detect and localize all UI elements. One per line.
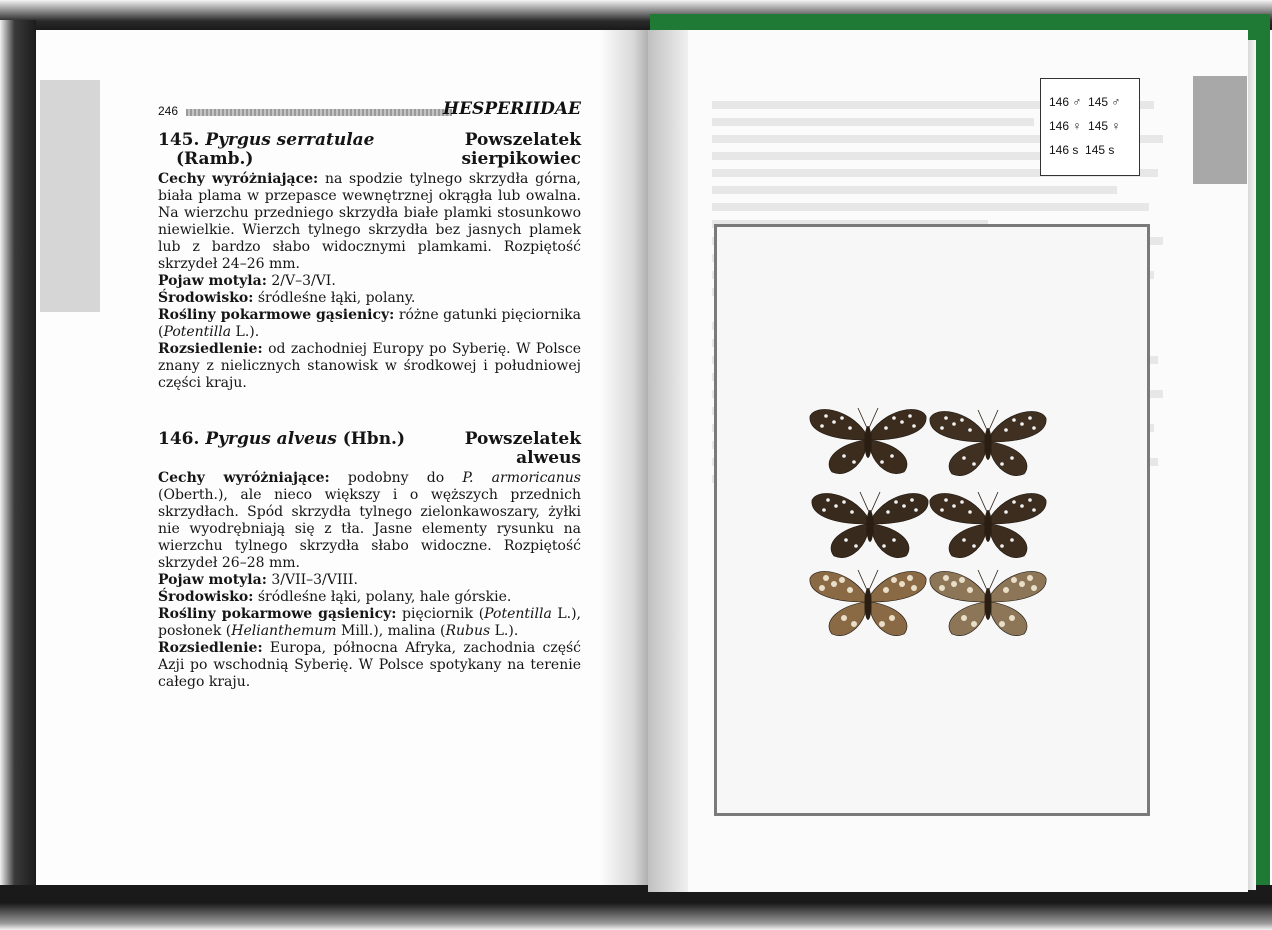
butterfly-plate bbox=[808, 400, 1050, 642]
features-paragraph: Cechy wyróżniające: podobny do P. armoricanus (Oberth.), ale nieco większy i o węższych przednich skrzydłach. Spód skrzydła tylnego zielonkawoszary, żyłki nie wyodrębniają się z tła. Jasne elementy rysunku na wierzchu tylnego skrzydła słabo widoczne. Rozpiętość skrzydeł 26–28 mm. bbox=[158, 470, 581, 571]
common-name-2: sierpikowiec bbox=[461, 149, 581, 169]
page-edge bbox=[1248, 40, 1256, 890]
butterfly-specimen bbox=[810, 408, 926, 474]
latin-name-block bbox=[158, 430, 405, 449]
specimen-legend bbox=[1040, 78, 1140, 176]
header-rule bbox=[186, 109, 452, 116]
flight-paragraph: Pojaw motyla: 3/VII–3/VIII. bbox=[158, 572, 358, 588]
habitat-paragraph: Środowisko: śródleśne łąki, polany, hale górskie. bbox=[158, 589, 512, 605]
legend-row-males: 146 ♂ 145 ♂ bbox=[1049, 95, 1121, 109]
common-name-2: alweus bbox=[516, 448, 581, 468]
entry-number: 145. bbox=[158, 130, 200, 150]
common-name-block bbox=[461, 131, 581, 169]
gutter-shadow-right bbox=[648, 30, 688, 892]
gutter-shadow-left bbox=[600, 30, 648, 885]
thumb-tab-right bbox=[1193, 76, 1247, 184]
food-paragraph: Rośliny pokarmowe gąsienicy: pięciornik (Potentilla L.), posłonek (Helianthemum Mill.), malina (Rubus L.). bbox=[158, 606, 582, 639]
common-name-1: Powszelatek bbox=[464, 429, 581, 449]
habitat-paragraph: Środowisko: śródleśne łąki, polany. bbox=[158, 290, 416, 306]
thumb-tab-left bbox=[40, 80, 100, 312]
entry-number: 146. bbox=[158, 429, 200, 449]
latin-name: Pyrgus serratulae bbox=[205, 130, 375, 150]
butterfly-specimen bbox=[930, 492, 1046, 558]
legend-row-females: 146 ♀ 145 ♀ bbox=[1049, 119, 1121, 133]
range-paragraph: Rozsiedlenie: Europa, północna Afryka, zachodnia część Azji po wschodnią Syberię. W Polsce spotykany na terenie całego kraju. bbox=[158, 640, 582, 690]
entry-body bbox=[158, 171, 581, 392]
latin-name: Pyrgus alveus bbox=[205, 429, 337, 449]
flight-paragraph: Pojaw motyla: 2/V–3/VI. bbox=[158, 273, 336, 289]
scan-left-shadow bbox=[0, 20, 36, 900]
author: (Ramb.) bbox=[176, 149, 254, 169]
page-number: 246 bbox=[158, 104, 179, 118]
entry-heading bbox=[158, 131, 581, 171]
species-entry-145 bbox=[158, 131, 581, 392]
butterfly-specimen bbox=[930, 410, 1046, 476]
latin-name-block bbox=[158, 131, 375, 169]
family-title: HESPERIIDAE bbox=[443, 99, 581, 119]
entry-heading bbox=[158, 430, 581, 470]
features-paragraph: Cechy wyróżniające: na spodzie tylnego skrzydła górna, biała plama w przepasce wewnętrznej okrągła lub owalna. Na wierzchu przedniego skrzydła białe plamki stosunkowo niewielkie. Wierzch tylnego skrzydła bez jasnych plamek lub z bardzo słabo widocznymi plamkami. Rozpiętość skrzydeł 24–26 mm. bbox=[158, 171, 581, 272]
range-paragraph: Rozsiedlenie: od zachodniej Europy po Syberię. W Polsce znany z nielicznych stanowisk w środkowej i południowej części kraju. bbox=[158, 341, 581, 391]
legend-row-undersides: 146 s 145 s bbox=[1049, 143, 1115, 157]
entry-body bbox=[158, 470, 581, 691]
food-paragraph: Rośliny pokarmowe gąsienicy: różne gatunki pięciornika (Potentilla L.). bbox=[158, 307, 582, 340]
common-name-1: Powszelatek bbox=[464, 130, 581, 150]
author: (Hbn.) bbox=[342, 429, 406, 449]
species-entry-146 bbox=[158, 430, 581, 691]
butterfly-specimen bbox=[812, 492, 928, 558]
running-header bbox=[158, 99, 581, 121]
butterfly-specimen bbox=[930, 570, 1046, 636]
butterfly-specimen bbox=[810, 570, 926, 636]
common-name-block bbox=[465, 430, 581, 468]
